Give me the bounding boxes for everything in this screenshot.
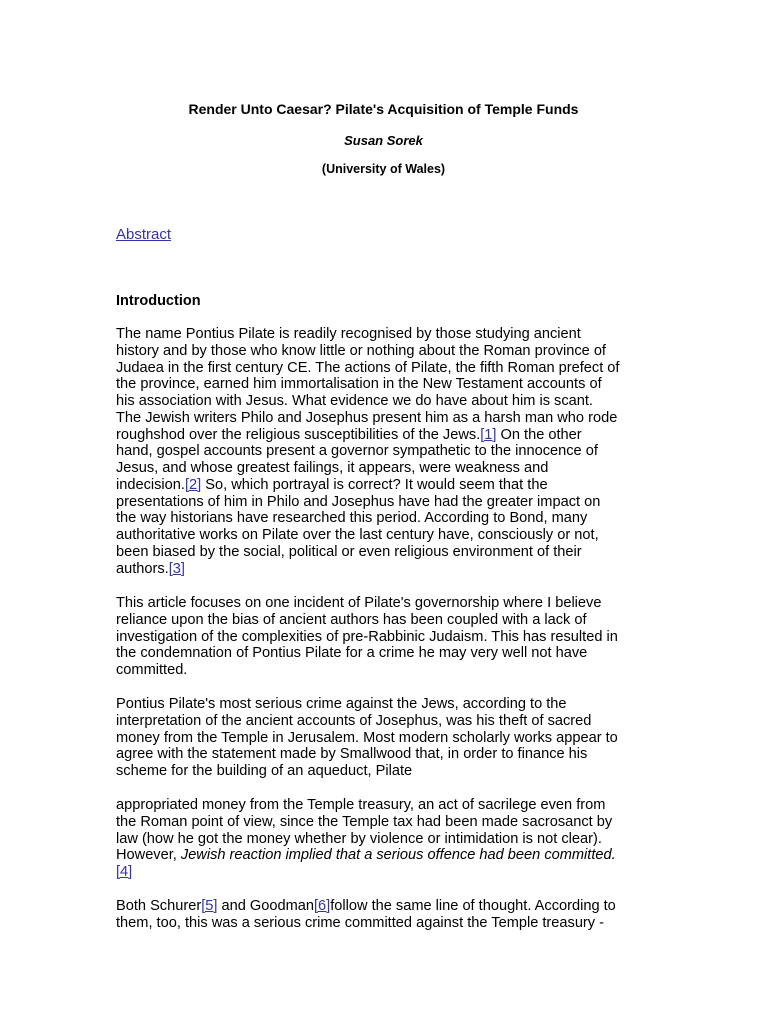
paragraph-line: them, too, this was a serious crime committed against the Temple treasury - [116,914,605,931]
footnote-link-6[interactable]: [6] [313,898,331,914]
footnote-link-2[interactable]: [2] [184,476,202,493]
paragraph-text: Both Schurer [116,898,202,914]
paragraph-1 [116,326,656,577]
paragraph-text: authors. [116,560,169,577]
paragraph-line: investigation of the complexities of pre-Rabbinic Judaism. This has resulted in [116,628,618,645]
paragraph-line: scheme for the building of an aqueduct, Pilate [116,763,413,779]
paragraph-text: roughshod over the religious susceptibilities of the Jews. [116,426,481,443]
abstract-link[interactable]: Abstract [116,226,172,243]
paragraph-line: interpretation of the ancient accounts of Josephus, was his theft of sacred [116,712,592,729]
footnote-link-4[interactable]: [4] [116,864,133,880]
paragraph-line [116,898,656,915]
quote-line [116,847,656,864]
paragraph-text: indecision. [116,476,185,493]
block-quote [116,797,656,881]
paragraph-line: been biased by the social, political or even religious environment of their [116,543,582,560]
paragraph-line: authoritative works on Pilate over the last century have, consciously or not, [116,527,599,543]
paragraph-line: committed. [116,662,188,678]
quote-line: law (how he got the money whether by violence or intimidation is not clear). [116,830,602,847]
paragraph-line [116,561,656,578]
paragraph-line [116,477,656,494]
article-author: Susan Sorek [344,133,423,148]
quote-text: However, [116,847,181,864]
paragraph-line: This article focuses on one incident of Pilate's governorship where I believe [116,595,602,611]
paragraph-text: On the other [496,426,582,443]
quote-italic-text: Jewish reaction implied that a serious offence had been committed. [180,847,616,864]
paragraph-line: The Jewish writers Philo and Josephus present him as a harsh man who rode [116,409,618,426]
paragraph-line: Judaea in the first century CE. The actions of Pilate, the fifth Roman prefect of [116,359,620,376]
paragraph-line: the way historians have researched this period. According to Bond, many [116,510,588,527]
paragraph-line: reliance upon the bias of ancient authors has been coupled with a lack of [116,611,587,628]
quote-line: the Roman point of view, since the Temple tax had been made sacrosanct by [116,813,613,830]
paragraph-4 [116,898,656,932]
paragraph-line: The name Pontius Pilate is readily recognised by those studying ancient [116,326,581,342]
footnote-link-5[interactable]: [5] [201,898,218,914]
quote-line: appropriated money from the Temple treasury, an act of sacrilege even from [116,797,606,813]
author-affiliation: (University of Wales) [321,162,446,176]
paragraph-text: follow the same line of thought. According to [330,898,616,914]
paragraph-3 [116,696,656,780]
paragraph-line: agree with the statement made by Smallwood that, in order to finance his [116,746,588,763]
article-title: Render Unto Caesar? Pilate's Acquisition of Temple Funds [188,101,579,117]
paragraph-text: So, which portrayal is correct? It would seem that the [201,476,548,493]
paragraph-line: presentations of him in Philo and Josephus have had the greater impact on [116,493,601,510]
paragraph-line: hand, gospel accounts present a governor sympathetic to the innocence of [116,443,598,460]
section-heading-introduction: Introduction [116,293,201,309]
paragraph-line: his association with Jesus. What evidence we do have about him is scant. [116,393,593,409]
paragraph-line: Pontius Pilate's most serious crime against the Jews, according to the [116,696,567,712]
paragraph-2 [116,595,656,679]
footnote-link-3[interactable]: [3] [168,560,185,577]
paragraph-line: the condemnation of Pontius Pilate for a crime he may very well not have [116,645,588,662]
paragraph-line: money from the Temple in Jerusalem. Most modern scholarly works appear to [116,729,618,746]
paragraph-line: history and by those who know little or nothing about the Roman province of [116,342,606,359]
quote-line [116,864,656,881]
paragraph-line [116,427,656,444]
footnote-link-1[interactable]: [1] [480,426,497,443]
paragraph-line: the province, earned him immortalisation in the New Testament accounts of [116,376,602,393]
paragraph-text: and Goodman [217,898,314,914]
paragraph-line: Jesus, and whose greatest failings, it appears, were weakness and [116,460,549,476]
